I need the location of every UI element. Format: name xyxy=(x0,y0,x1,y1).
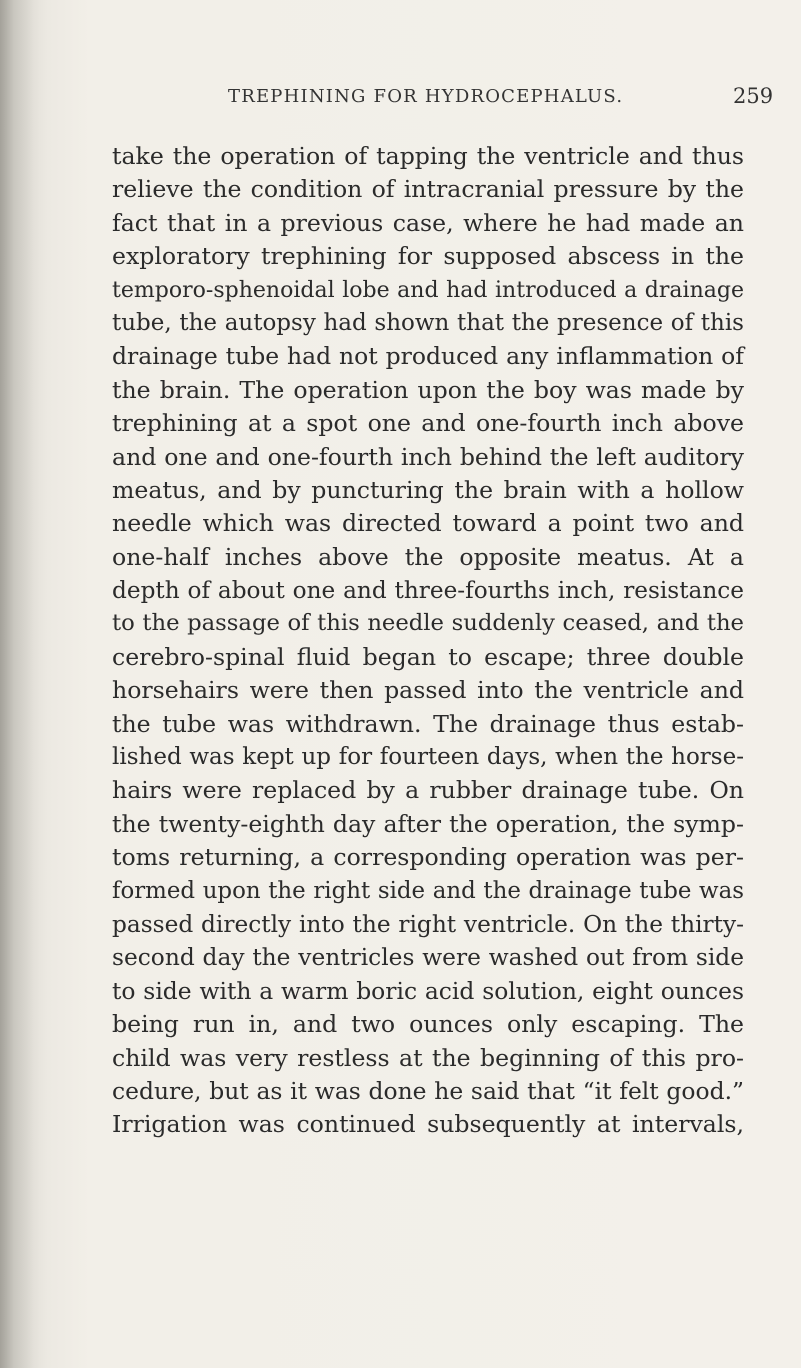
text-line: needle which was directed toward a point two and xyxy=(112,509,744,538)
text-line: temporo-sphenoidal lobe and had introduced a drainage xyxy=(112,277,744,303)
text-line: lished was kept up for fourteen days, when the horse- xyxy=(112,744,744,771)
text-line: passed directly into the right ventricle. On the thirty- xyxy=(112,910,744,938)
text-line: one-half inches above the opposite meatus. At a xyxy=(112,542,744,571)
text-line: formed upon the right side and the drainage tube was xyxy=(112,877,744,904)
text-line: to side with a warm boric acid solution, eight ounces xyxy=(112,976,744,1005)
text-line: hairs were replaced by a rubber drainage tube. On xyxy=(112,776,744,805)
page-gutter-shadow xyxy=(0,0,48,1368)
text-line: and one and one-fourth inch behind the left auditory xyxy=(112,442,744,471)
text-line: drainage tube had not produced any inflammation of xyxy=(112,342,744,371)
text-line: being run in, and two ounces only escaping. The xyxy=(112,1010,744,1039)
text-line: relieve the condition of intracranial pressure by the xyxy=(112,175,744,204)
text-line: depth of about one and three-fourths inch, resistance xyxy=(112,577,744,605)
text-line: cerebro-spinal fluid began to escape; three double xyxy=(112,642,744,671)
text-line: fact that in a previous case, where he had made an xyxy=(112,208,744,237)
text-line: second day the ventricles were washed out from side xyxy=(112,944,744,972)
text-line: tube, the autopsy had shown that the presence of this xyxy=(112,309,744,336)
running-title: TREPHINING FOR HYDROCEPHALUS. xyxy=(228,86,624,107)
text-line: the tube was withdrawn. The drainage thus estab- xyxy=(112,709,744,738)
text-line: toms returning, a corresponding operation was per- xyxy=(112,843,744,872)
page-number: 259 xyxy=(733,84,774,108)
text-line: cedure, but as it was done he said that “it felt good.” xyxy=(112,1076,744,1105)
text-line: to the passage of this needle suddenly ceased, and the xyxy=(112,610,744,637)
text-line: horsehairs were then passed into the ventricle and xyxy=(112,676,744,705)
text-line: Irrigation was continued subsequently at intervals, xyxy=(112,1110,744,1139)
text-line: child was very restless at the beginning of this pro- xyxy=(112,1043,744,1072)
text-line: meatus, and by puncturing the brain with a hollow xyxy=(112,475,744,504)
body-text xyxy=(112,140,744,1142)
text-line: trephining at a spot one and one-fourth inch above xyxy=(112,409,744,438)
text-line: take the operation of tapping the ventricle and thus xyxy=(112,142,744,170)
text-line: the brain. The operation upon the boy was made by xyxy=(112,375,744,404)
text-line: the twenty-eighth day after the operation, the symp- xyxy=(112,809,744,838)
text-line: exploratory trephining for supposed abscess in the xyxy=(112,242,744,271)
